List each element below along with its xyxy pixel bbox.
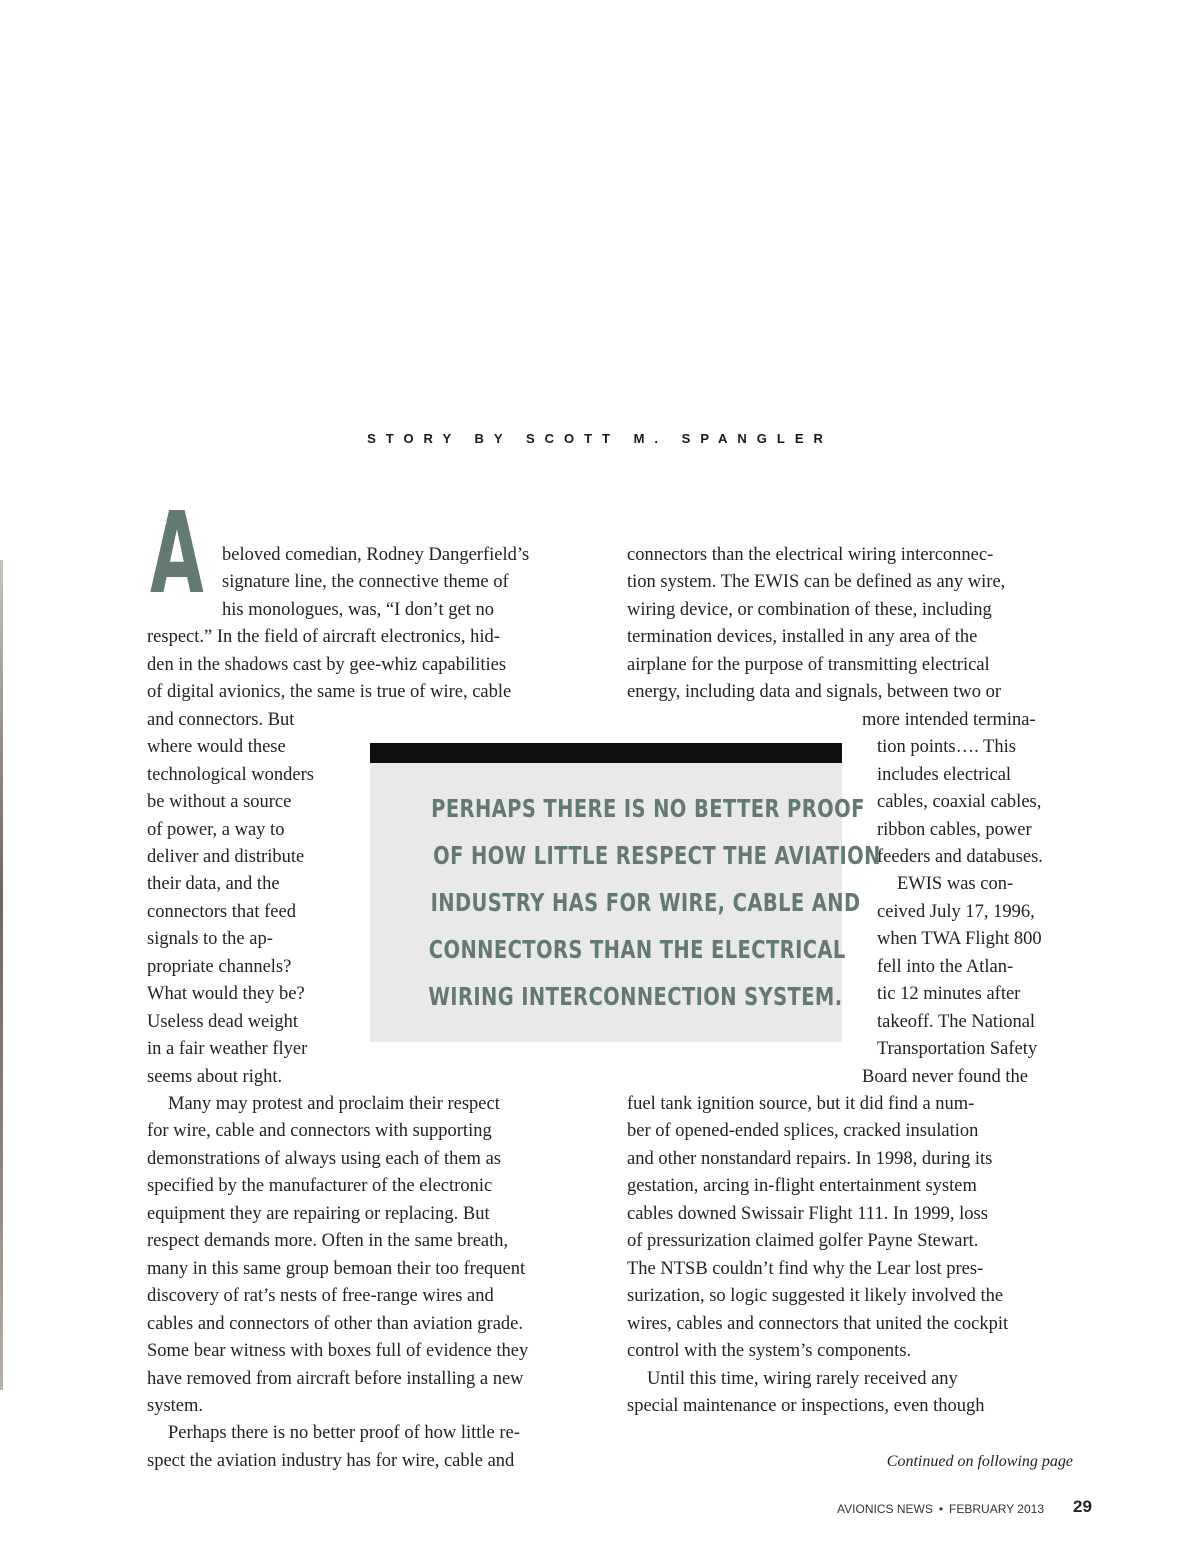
page-footer xyxy=(837,1502,1044,1516)
column-right-line: cables downed Swissair Flight 111. In 1999, loss xyxy=(627,1203,988,1224)
drop-cap: A xyxy=(150,489,204,619)
column-left-line: signals to the ap- xyxy=(147,929,273,950)
column-left-line: equipment they are repairing or replacing. But xyxy=(147,1203,490,1224)
column-left-line: spect the aviation industry has for wire, cable and xyxy=(147,1450,515,1471)
column-right-line: more intended termina- xyxy=(862,709,1036,730)
pull-quote-text: CONNECTORS THAN THE ELECTRICAL xyxy=(428,935,846,964)
column-left-line: Many may protest and proclaim their respect xyxy=(168,1094,500,1114)
column-left-line: technological wonders xyxy=(147,764,314,785)
publication-name: AVIONICS NEWS xyxy=(837,1502,933,1516)
column-right-line: ber of opened-ended splices, cracked insulation xyxy=(627,1121,979,1142)
page-edge xyxy=(0,560,3,1390)
column-left-line: system. xyxy=(147,1395,204,1416)
column-right-line: and other nonstandard repairs. In 1998, during its xyxy=(627,1148,993,1169)
pull-quote-text: PERHAPS THERE IS NO BETTER PROOF xyxy=(431,794,865,823)
column-left-line: propriate channels? xyxy=(147,956,292,977)
column-right-line: special maintenance or inspections, even though xyxy=(627,1395,985,1416)
column-left-line: specified by the manufacturer of the electronic xyxy=(147,1176,493,1197)
pull-quote-line xyxy=(370,888,861,918)
pull-quote-line xyxy=(370,935,846,965)
byline: STORY BY SCOTT M. SPANGLER xyxy=(367,431,833,446)
column-left-line: have removed from aircraft before installing a new xyxy=(147,1368,524,1389)
column-right-line: ceived July 17, 1996, xyxy=(877,901,1035,922)
column-right-line: ribbon cables, power xyxy=(877,819,1032,840)
column-right-line: Board never found the xyxy=(862,1066,1028,1087)
column-left-line: of digital avionics, the same is true of wire, cable xyxy=(147,682,512,703)
column-left-line: for wire, cable and connectors with supporting xyxy=(147,1121,492,1142)
column-right-line: wiring device, or combination of these, including xyxy=(627,599,992,620)
column-right-line: takeoff. The National xyxy=(877,1011,1036,1032)
column-right-line: fell into the Atlan- xyxy=(877,956,1014,977)
column-right-line: of pressurization claimed golfer Payne Stewart. xyxy=(627,1231,979,1252)
column-right-line: tion system. The EWIS can be defined as any wire, xyxy=(627,572,1006,593)
column-left-line: their data, and the xyxy=(147,874,280,895)
column-left-line: beloved comedian, Rodney Dangerfield’s xyxy=(222,545,530,565)
column-left-line: connectors that feed xyxy=(147,901,296,922)
column-left-line: be without a source xyxy=(147,792,292,813)
column-left-line: Perhaps there is no better proof of how little re- xyxy=(168,1423,520,1444)
column-right-line: when TWA Flight 800 xyxy=(877,929,1042,950)
issue-date: FEBRUARY 2013 xyxy=(949,1502,1044,1516)
column-left-line: and connectors. But xyxy=(147,709,295,730)
column-right-line: Until this time, wiring rarely received any xyxy=(647,1368,958,1389)
page-number: 29 xyxy=(1073,1497,1092,1516)
column-left-line: deliver and distribute xyxy=(147,846,305,867)
column-left-line: signature line, the connective theme of xyxy=(222,572,509,593)
column-right-line: EWIS was con- xyxy=(897,874,1014,895)
column-right-line: The NTSB couldn’t find why the Lear lost pres- xyxy=(627,1258,984,1279)
column-right-line: energy, including data and signals, between two or xyxy=(627,682,1002,703)
column-left-line: den in the shadows cast by gee-whiz capabilities xyxy=(147,654,507,675)
continued-note: Continued on following page xyxy=(886,1453,1073,1470)
pull-quote-line xyxy=(370,841,881,871)
pull-quote-bar xyxy=(370,743,842,763)
column-right-line: airplane for the purpose of transmitting electrical xyxy=(627,654,990,675)
column-right-line: connectors than the electrical wiring interconnec- xyxy=(627,545,994,565)
pull-quote-line xyxy=(370,982,842,1012)
column-left-line: of power, a way to xyxy=(147,819,285,840)
column-left-line: in a fair weather flyer xyxy=(147,1039,308,1060)
column-left-line: seems about right. xyxy=(147,1066,283,1087)
column-left-line: demonstrations of always using each of them as xyxy=(147,1148,501,1169)
pull-quote-text: WIRING INTERCONNECTION SYSTEM. xyxy=(428,982,843,1011)
column-left-line: Useless dead weight xyxy=(147,1011,299,1032)
column-left-line: Some bear witness with boxes full of evidence they xyxy=(147,1341,529,1362)
column-left-line: many in this same group bemoan their too frequent xyxy=(147,1258,526,1279)
column-right-line: wires, cables and connectors that united the cockpit xyxy=(627,1313,1009,1334)
column-left-line: discovery of rat’s nests of free-range wires and xyxy=(147,1286,494,1307)
column-left-line: his monologues, was, “I don’t get no xyxy=(222,599,494,620)
column-left-line: respect demands more. Often in the same breath, xyxy=(147,1231,509,1252)
column-right-line: gestation, arcing in-flight entertainment system xyxy=(627,1176,977,1197)
column-right-line: tion points…. This xyxy=(877,737,1016,758)
column-right-line: Transportation Safety xyxy=(877,1039,1038,1060)
column-right-line: tic 12 minutes after xyxy=(877,984,1021,1005)
column-left-line: What would they be? xyxy=(147,984,305,1005)
column-right-line: surization, so logic suggested it likely involved the xyxy=(627,1286,1004,1307)
column-left-line: cables and connectors of other than aviation grade. xyxy=(147,1313,524,1334)
column-right-line: includes electrical xyxy=(877,764,1012,785)
column-left-line: respect.” In the field of aircraft electronics, hid- xyxy=(147,627,500,648)
pull-quote-text: OF HOW LITTLE RESPECT THE AVIATION xyxy=(433,841,881,870)
column-right-line: cables, coaxial cables, xyxy=(877,792,1042,813)
column-left-line: where would these xyxy=(147,737,286,758)
column-right-line: termination devices, installed in any area of the xyxy=(627,627,978,648)
column-right-line: feeders and databuses. xyxy=(877,846,1043,867)
footer-bullet: • xyxy=(938,1502,944,1516)
pull-quote-text: INDUSTRY HAS FOR WIRE, CABLE AND xyxy=(430,888,861,917)
pull-quote-line xyxy=(370,794,865,824)
column-right-line: fuel tank ignition source, but it did find a num- xyxy=(627,1094,975,1114)
column-right-line: control with the system’s components. xyxy=(627,1341,912,1362)
